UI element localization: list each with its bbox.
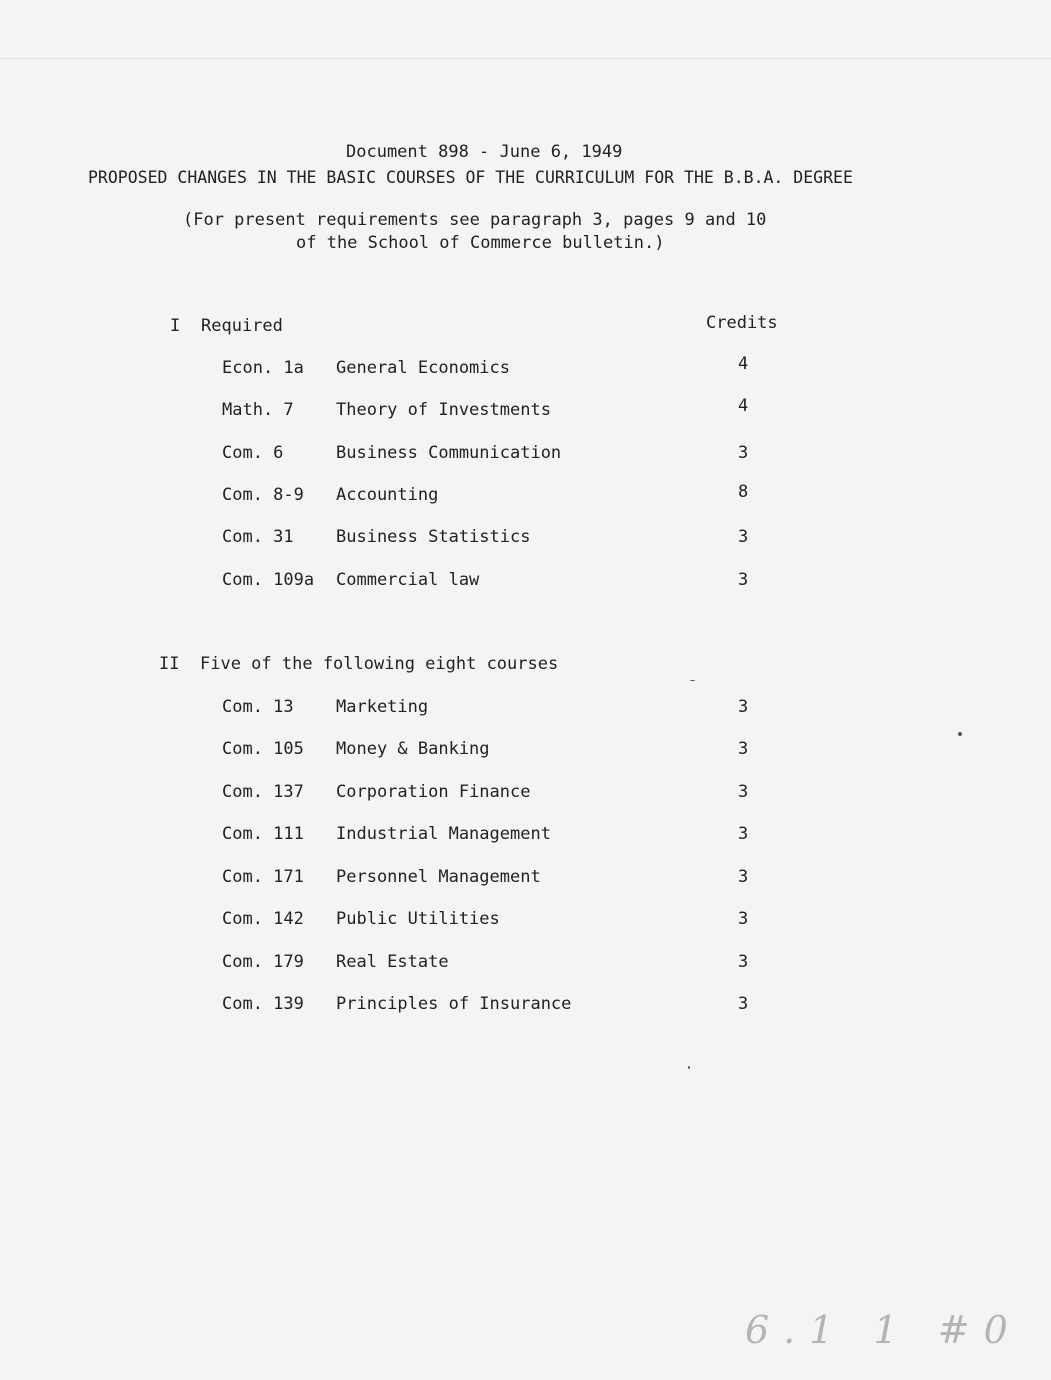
course-credits: 3 <box>738 697 749 717</box>
course-code: Com. 171 <box>222 867 304 887</box>
course-credits: 3 <box>738 909 749 929</box>
course-row <box>0 782 1051 806</box>
course-row <box>0 994 1051 1018</box>
course-credits: 3 <box>738 570 749 590</box>
scan-speck <box>688 1066 690 1069</box>
course-row <box>0 482 1051 509</box>
course-credits: 3 <box>738 527 749 547</box>
course-title: Money & Banking <box>336 739 490 759</box>
course-credits: 8 <box>738 482 749 502</box>
course-code: Com. 142 <box>222 909 304 929</box>
requirements-note-line-2: of the School of Commerce bulletin.) <box>296 233 665 253</box>
course-code: Com. 31 <box>222 527 294 547</box>
course-code: Com. 8-9 <box>222 485 304 505</box>
course-row <box>0 824 1051 848</box>
course-title: Corporation Finance <box>336 782 531 802</box>
course-code: Econ. 1a <box>222 358 304 378</box>
course-code: Com. 109a <box>222 570 315 590</box>
document-title: PROPOSED CHANGES IN THE BASIC COURSES OF THE CURRICULUM FOR THE B.B.A. DEGREE <box>88 168 853 187</box>
course-credits: 4 <box>738 354 749 374</box>
course-row <box>0 527 1051 551</box>
section-1-label: Required <box>201 316 283 336</box>
course-title: Public Utilities <box>336 909 500 929</box>
course-title: Personnel Management <box>336 867 541 887</box>
course-title: Marketing <box>336 697 429 717</box>
course-credits: 3 <box>738 867 749 887</box>
course-row <box>0 570 1051 594</box>
course-row <box>0 952 1051 976</box>
scan-speck <box>958 732 962 736</box>
course-code: Com. 13 <box>222 697 294 717</box>
course-credits: 3 <box>738 739 749 759</box>
course-title: Principles of Insurance <box>336 994 572 1014</box>
credits-column-header: Credits <box>706 313 778 333</box>
scan-speck <box>690 680 695 681</box>
requirements-note-line-1: (For present requirements see paragraph 3, pages 9 and 10 <box>183 210 767 230</box>
section-2-number: II <box>159 654 180 674</box>
course-code: Com. 179 <box>222 952 304 972</box>
course-credits: 3 <box>738 824 749 844</box>
course-credits: 3 <box>738 994 749 1014</box>
course-credits: 4 <box>738 396 749 416</box>
course-title: Business Statistics <box>336 527 531 547</box>
course-code: Com. 6 <box>222 443 284 463</box>
handwritten-archive-mark: 6.1 1 #0 <box>745 1308 1022 1352</box>
course-row <box>0 739 1051 763</box>
course-title: Real Estate <box>336 952 449 972</box>
course-title: General Economics <box>336 358 510 378</box>
course-code: Com. 137 <box>222 782 304 802</box>
section-1-number: I <box>170 316 181 336</box>
course-code: Com. 105 <box>222 739 304 759</box>
course-title: Business Communication <box>336 443 562 463</box>
course-title: Accounting <box>336 485 439 505</box>
course-code: Math. 7 <box>222 400 294 420</box>
course-row <box>0 867 1051 891</box>
document-number-date: Document 898 - June 6, 1949 <box>346 142 623 162</box>
course-title: Industrial Management <box>336 824 551 844</box>
course-row <box>0 697 1051 721</box>
course-credits: 3 <box>738 443 749 463</box>
course-code: Com. 111 <box>222 824 304 844</box>
course-row <box>0 396 1051 424</box>
scan-artifact-line <box>0 58 1051 59</box>
course-credits: 3 <box>738 782 749 802</box>
course-row <box>0 443 1051 467</box>
course-code: Com. 139 <box>222 994 304 1014</box>
course-row <box>0 354 1051 382</box>
section-2-label: Five of the following eight courses <box>200 654 559 674</box>
course-row <box>0 909 1051 933</box>
course-title: Theory of Investments <box>336 400 551 420</box>
course-credits: 3 <box>738 952 749 972</box>
course-title: Commercial law <box>336 570 480 590</box>
